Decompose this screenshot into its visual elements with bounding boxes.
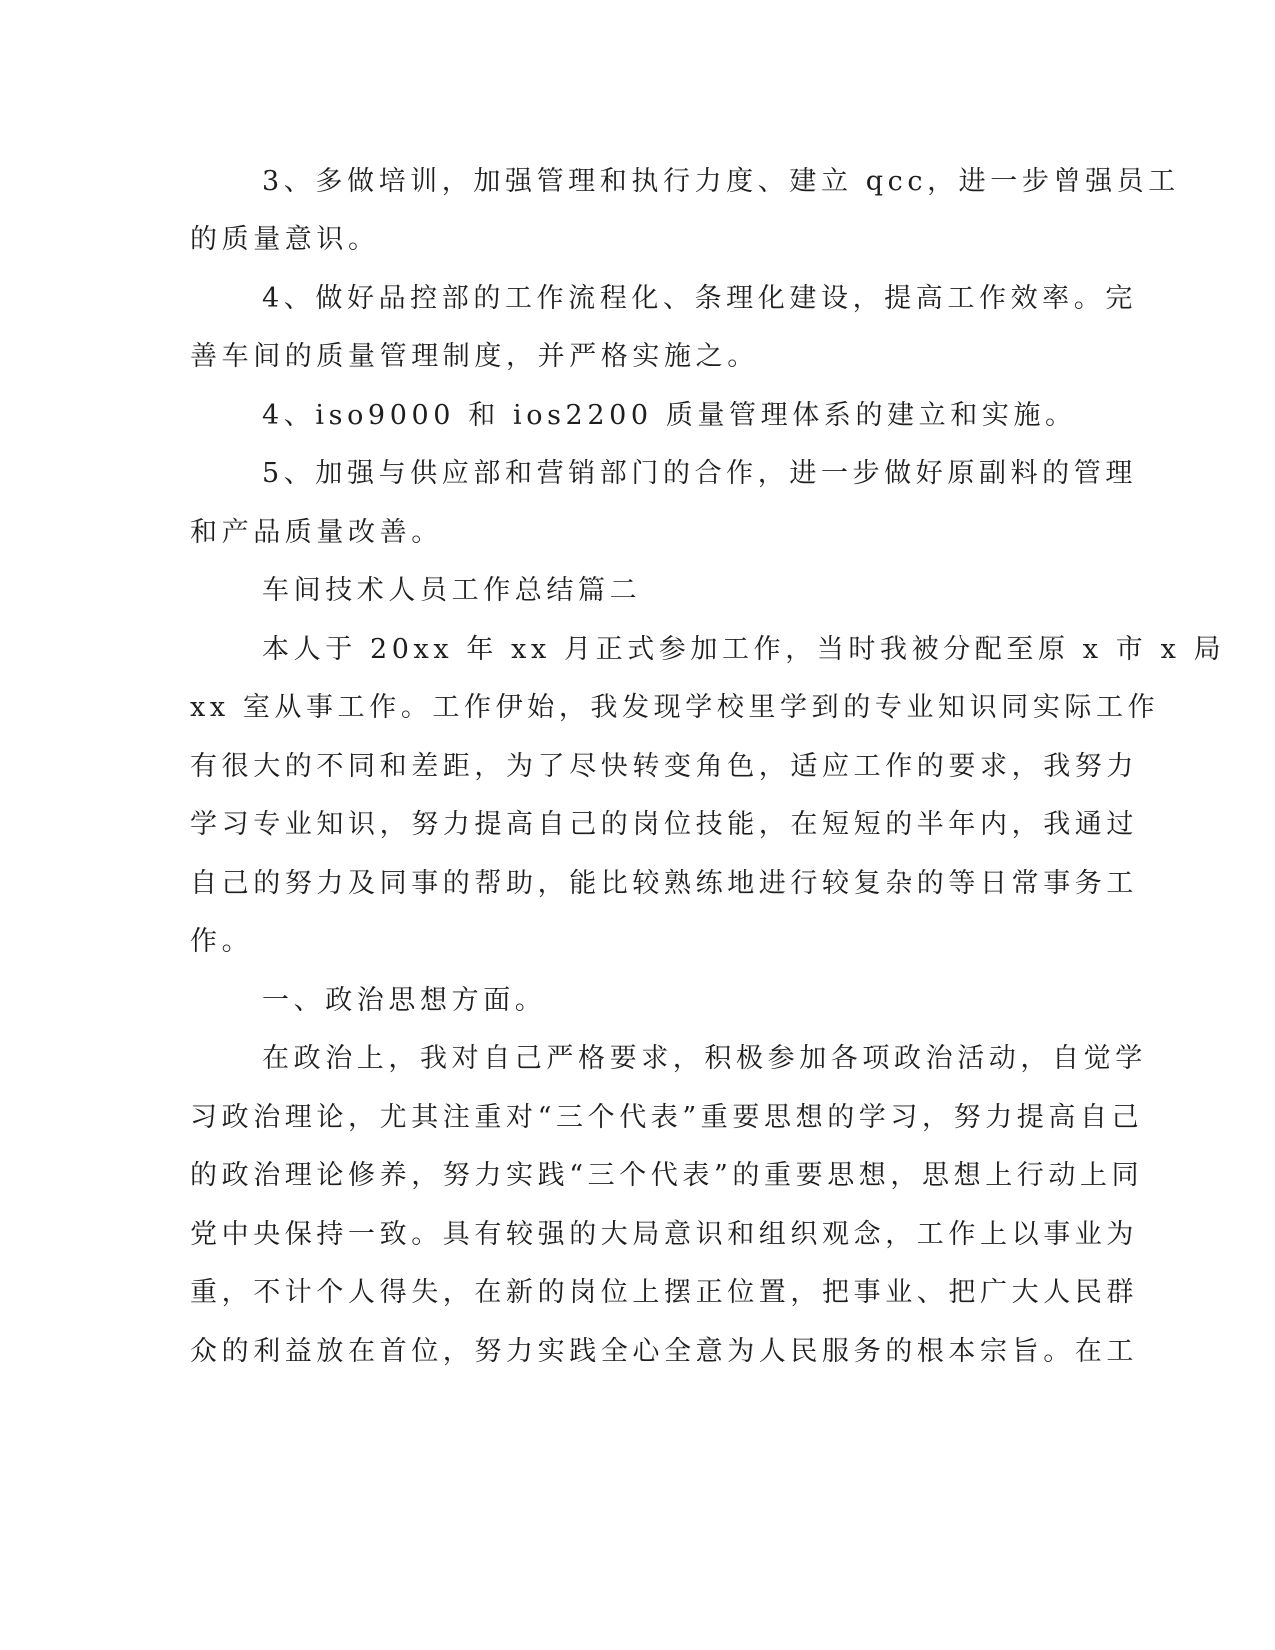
subsection-heading: 一、政治思想方面。 xyxy=(262,985,547,1016)
text-line: 众的利益放在首位，努力实践全心全意为人民服务的根本宗旨。在工 xyxy=(190,1336,1138,1367)
text-line: 有很大的不同和差距，为了尽快转变角色，适应工作的要求，我努力 xyxy=(190,751,1138,782)
text-line: 5、加强与供应部和营销部门的合作，进一步做好原副料的管理 xyxy=(262,458,1137,489)
text-line: 学习专业知识，努力提高自己的岗位技能，在短短的半年内，我通过 xyxy=(190,809,1138,840)
text-line: 4、iso9000 和 ios2200 质量管理体系的建立和实施。 xyxy=(262,400,1077,431)
text-line: 作。 xyxy=(190,926,254,957)
text-line: 习政治理论，尤其注重对“三个代表”重要思想的学习，努力提高自己 xyxy=(190,1102,1144,1133)
text-line: 的质量意识。 xyxy=(190,224,380,255)
text-line: 3、多做培训，加强管理和执行力度、建立 qcc，进一步曾强员工 xyxy=(262,166,1180,197)
text-line: 和产品质量改善。 xyxy=(190,517,443,548)
text-line: 重，不计个人得失，在新的岗位上摆正位置，把事业、把广大人民群 xyxy=(190,1277,1138,1308)
text-line: 善车间的质量管理制度，并严格实施之。 xyxy=(190,341,759,372)
text-line: xx 室从事工作。工作伊始，我发现学校里学到的专业知识同实际工作 xyxy=(190,692,1160,723)
text-line: 本人于 20xx 年 xx 月正式参加工作，当时我被分配至原 x 市 x 局 xyxy=(262,634,1226,665)
section-heading: 车间技术人员工作总结篇二 xyxy=(262,575,642,606)
text-line: 在政治上，我对自己严格要求，积极参加各项政治活动，自觉学 xyxy=(262,1043,1147,1074)
text-line: 4、做好品控部的工作流程化、条理化建设，提高工作效率。完 xyxy=(262,283,1137,314)
text-line: 的政治理论修养，努力实践“三个代表”的重要思想，思想上行动上同 xyxy=(190,1160,1144,1191)
text-line: 自己的努力及同事的帮助，能比较熟练地进行较复杂的等日常事务工 xyxy=(190,868,1138,899)
text-line: 党中央保持一致。具有较强的大局意识和组织观念，工作上以事业为 xyxy=(190,1219,1138,1250)
